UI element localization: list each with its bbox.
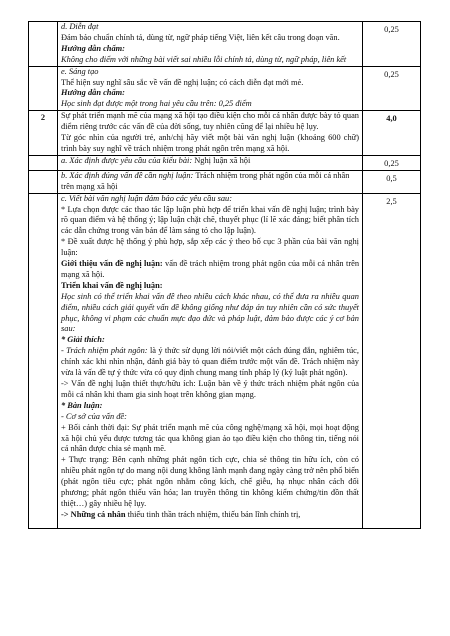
score-cell: 0,5 — [363, 170, 421, 193]
number-cell — [29, 193, 58, 528]
table-row-question-2 — [29, 111, 421, 156]
basis-label: - Cơ sở của vấn đề: — [61, 411, 127, 421]
question-prompt: Từ góc nhìn của người trẻ, anh/chị hãy viết một bài văn nghị luận (khoảng 600 chữ) trình bày suy nghĩ về trách nhiệm trong phát ngôn trên mạng xã hội. — [61, 133, 359, 153]
number-cell — [29, 170, 58, 193]
content-cell — [58, 155, 363, 170]
discuss-label: * Bàn luận: — [61, 400, 103, 410]
score-cell: 0,25 — [363, 155, 421, 170]
number-cell — [29, 66, 58, 111]
reality-text: + Thực trạng: Bên cạnh những phát ngôn tích cực, chia sẻ thông tin hữu ích, còn có nhiều phát ngôn tự do mang nội dung không lành mạnh đang ngày càng trở nên phổ biến (phát ngôn tiêu cực; phát ngôn nhằm công kích, chế giễu, hạ nhục nhân cách đối phương; phát ngôn thiếu văn hóa; lan truyền thông tin không kiểm chứng/tin đồn thất thiệt…) gây nhiều hệ lụy. — [61, 455, 359, 508]
number-cell — [29, 22, 58, 67]
score-cell: 2,5 — [363, 193, 421, 528]
score-cell: 0,25 — [363, 66, 421, 111]
guide-label: Hướng dẫn chấm: — [61, 43, 125, 53]
question-intro: Sự phát triển mạnh mẽ của mạng xã hội tạo điều kiện cho mỗi cá nhân được bày tỏ quan điểm riêng trước các vấn đề của đời sống, tuy nhiên cũng để lại nhiều hệ lụy. — [61, 111, 359, 132]
development-text: Học sinh có thể triển khai vấn đề theo nhiều cách khác nhau, có thể đưa ra nhiều quan điểm, nhiều cách giải quyết vấn đề không giống như đáp án tuy nhiên cần có sức thuyết phục, không vi phạm các chuẩn mực đạo đức và pháp luật, đảm bảo được các ý cơ bản sau: — [61, 291, 359, 334]
content-cell — [58, 170, 363, 193]
requirement-2: * Đề xuất được hệ thống ý phù hợp, sắp xếp các ý theo bố cục 3 phần của bài văn nghị luận: — [61, 237, 359, 258]
explain-text: là ý thức sử dụng lời nói/viết một cách đúng đắn, nghiêm túc, chính xác khi nhìn nhận, đánh giá bày tỏ quan điểm trước một vấn đề. Trách nhiệm này vừa là vấn đề tự ý thức vừa có quy định chung mang tính pháp lý (ký luật phát ngôn). — [61, 346, 359, 378]
content-cell — [58, 66, 363, 111]
table-row-c — [29, 193, 421, 528]
criterion-title: d. Diễn đạt — [61, 22, 99, 31]
question-cell — [58, 111, 363, 156]
criterion-value: Nghị luận xã hội — [194, 155, 251, 165]
guide-label: Hướng dẫn chấm: — [61, 88, 125, 98]
explain-section — [61, 346, 359, 379]
tail-label: -> Những cá nhân — [61, 509, 126, 519]
table-row-e — [29, 66, 421, 111]
content-cell — [58, 193, 363, 528]
criterion-title: e. Sáng tạo — [61, 66, 99, 76]
number-cell — [29, 155, 58, 170]
table-row-a — [29, 155, 421, 170]
content-cell — [58, 22, 363, 67]
explain-label: * Giải thích: — [61, 335, 105, 345]
criterion-text: Thể hiện suy nghĩ sâu sắc về vấn đề nghị luận; có cách diễn đạt mới mẻ. — [61, 77, 304, 87]
development-label: Triển khai vấn đề nghị luận: — [61, 280, 163, 290]
intro-label: Giới thiệu vấn đề nghị luận: — [61, 259, 163, 269]
criterion-title: c. Viết bài văn nghị luận đảm bảo các yêu cầu sau: — [61, 193, 233, 203]
question-score: 4,0 — [363, 111, 421, 156]
guide-text: Không cho điểm với những bài viết sai nhiều lỗi chính tả, dùng từ, ngữ pháp, liên kết — [61, 54, 347, 64]
tail-text — [61, 510, 359, 528]
scoring-table — [28, 21, 421, 529]
table-row-b — [29, 170, 421, 193]
score-cell: 0,25 — [363, 22, 421, 67]
tail-content: thiếu tinh thần trách nhiệm, thiếu bản lĩnh chính trị, — [127, 509, 301, 519]
explain-term: - Trách nhiệm phát ngôn: — [61, 346, 148, 356]
guide-text: Học sinh đạt được một trong hai yêu cầu trên: 0,25 điểm — [61, 99, 252, 109]
question-number: 2 — [29, 111, 58, 156]
intro-text: vấn đề trách nhiệm trong phát ngôn của mỗi cá nhân trên mạng xã hội. — [61, 259, 360, 279]
criterion-value: Trách nhiệm trong phát ngôn của mỗi cá nhân trên mạng xã hội — [61, 170, 350, 191]
context-text: + Bối cảnh thời đại: Sự phát triển mạnh mẽ của công nghệ/mạng xã hội, mọi hoạt động xã hội chủ yếu được tương tác qua không gian ảo tạo điều kiện cho thông tin, tiếng nói cá nhân được chia sẻ mạnh mẽ. — [61, 422, 359, 454]
requirement-1: * Lựa chọn được các thao tác lập luận phù hợp để triển khai vấn đề nghị luận; trình bày rõ quan điểm và hệ thống ý; lập luận chặt chẽ, thuyết phục (lí lẽ xác đáng; biết phân tích các dẫn chứng trong văn bản để làm sáng tỏ cho lập luận). — [61, 204, 359, 236]
criterion-label: b. Xác định đúng vấn đề cần nghị luận: — [61, 170, 194, 180]
table-row-d — [29, 22, 421, 67]
criterion-label: a. Xác định được yêu cầu của kiểu bài: — [61, 155, 193, 165]
explain-conclusion: -> Vấn đề nghị luận thiết thực/hữu ích: Luận bàn về ý thức trách nhiệm phát ngôn của mỗi cá nhân khi tham gia sinh hoạt trên không gian mạng. — [61, 379, 359, 399]
criterion-text: Đảm bảo chuẩn chính tả, dùng từ, ngữ pháp tiếng Việt, liên kết câu trong đoạn văn. — [61, 32, 340, 42]
intro-section — [61, 259, 359, 281]
